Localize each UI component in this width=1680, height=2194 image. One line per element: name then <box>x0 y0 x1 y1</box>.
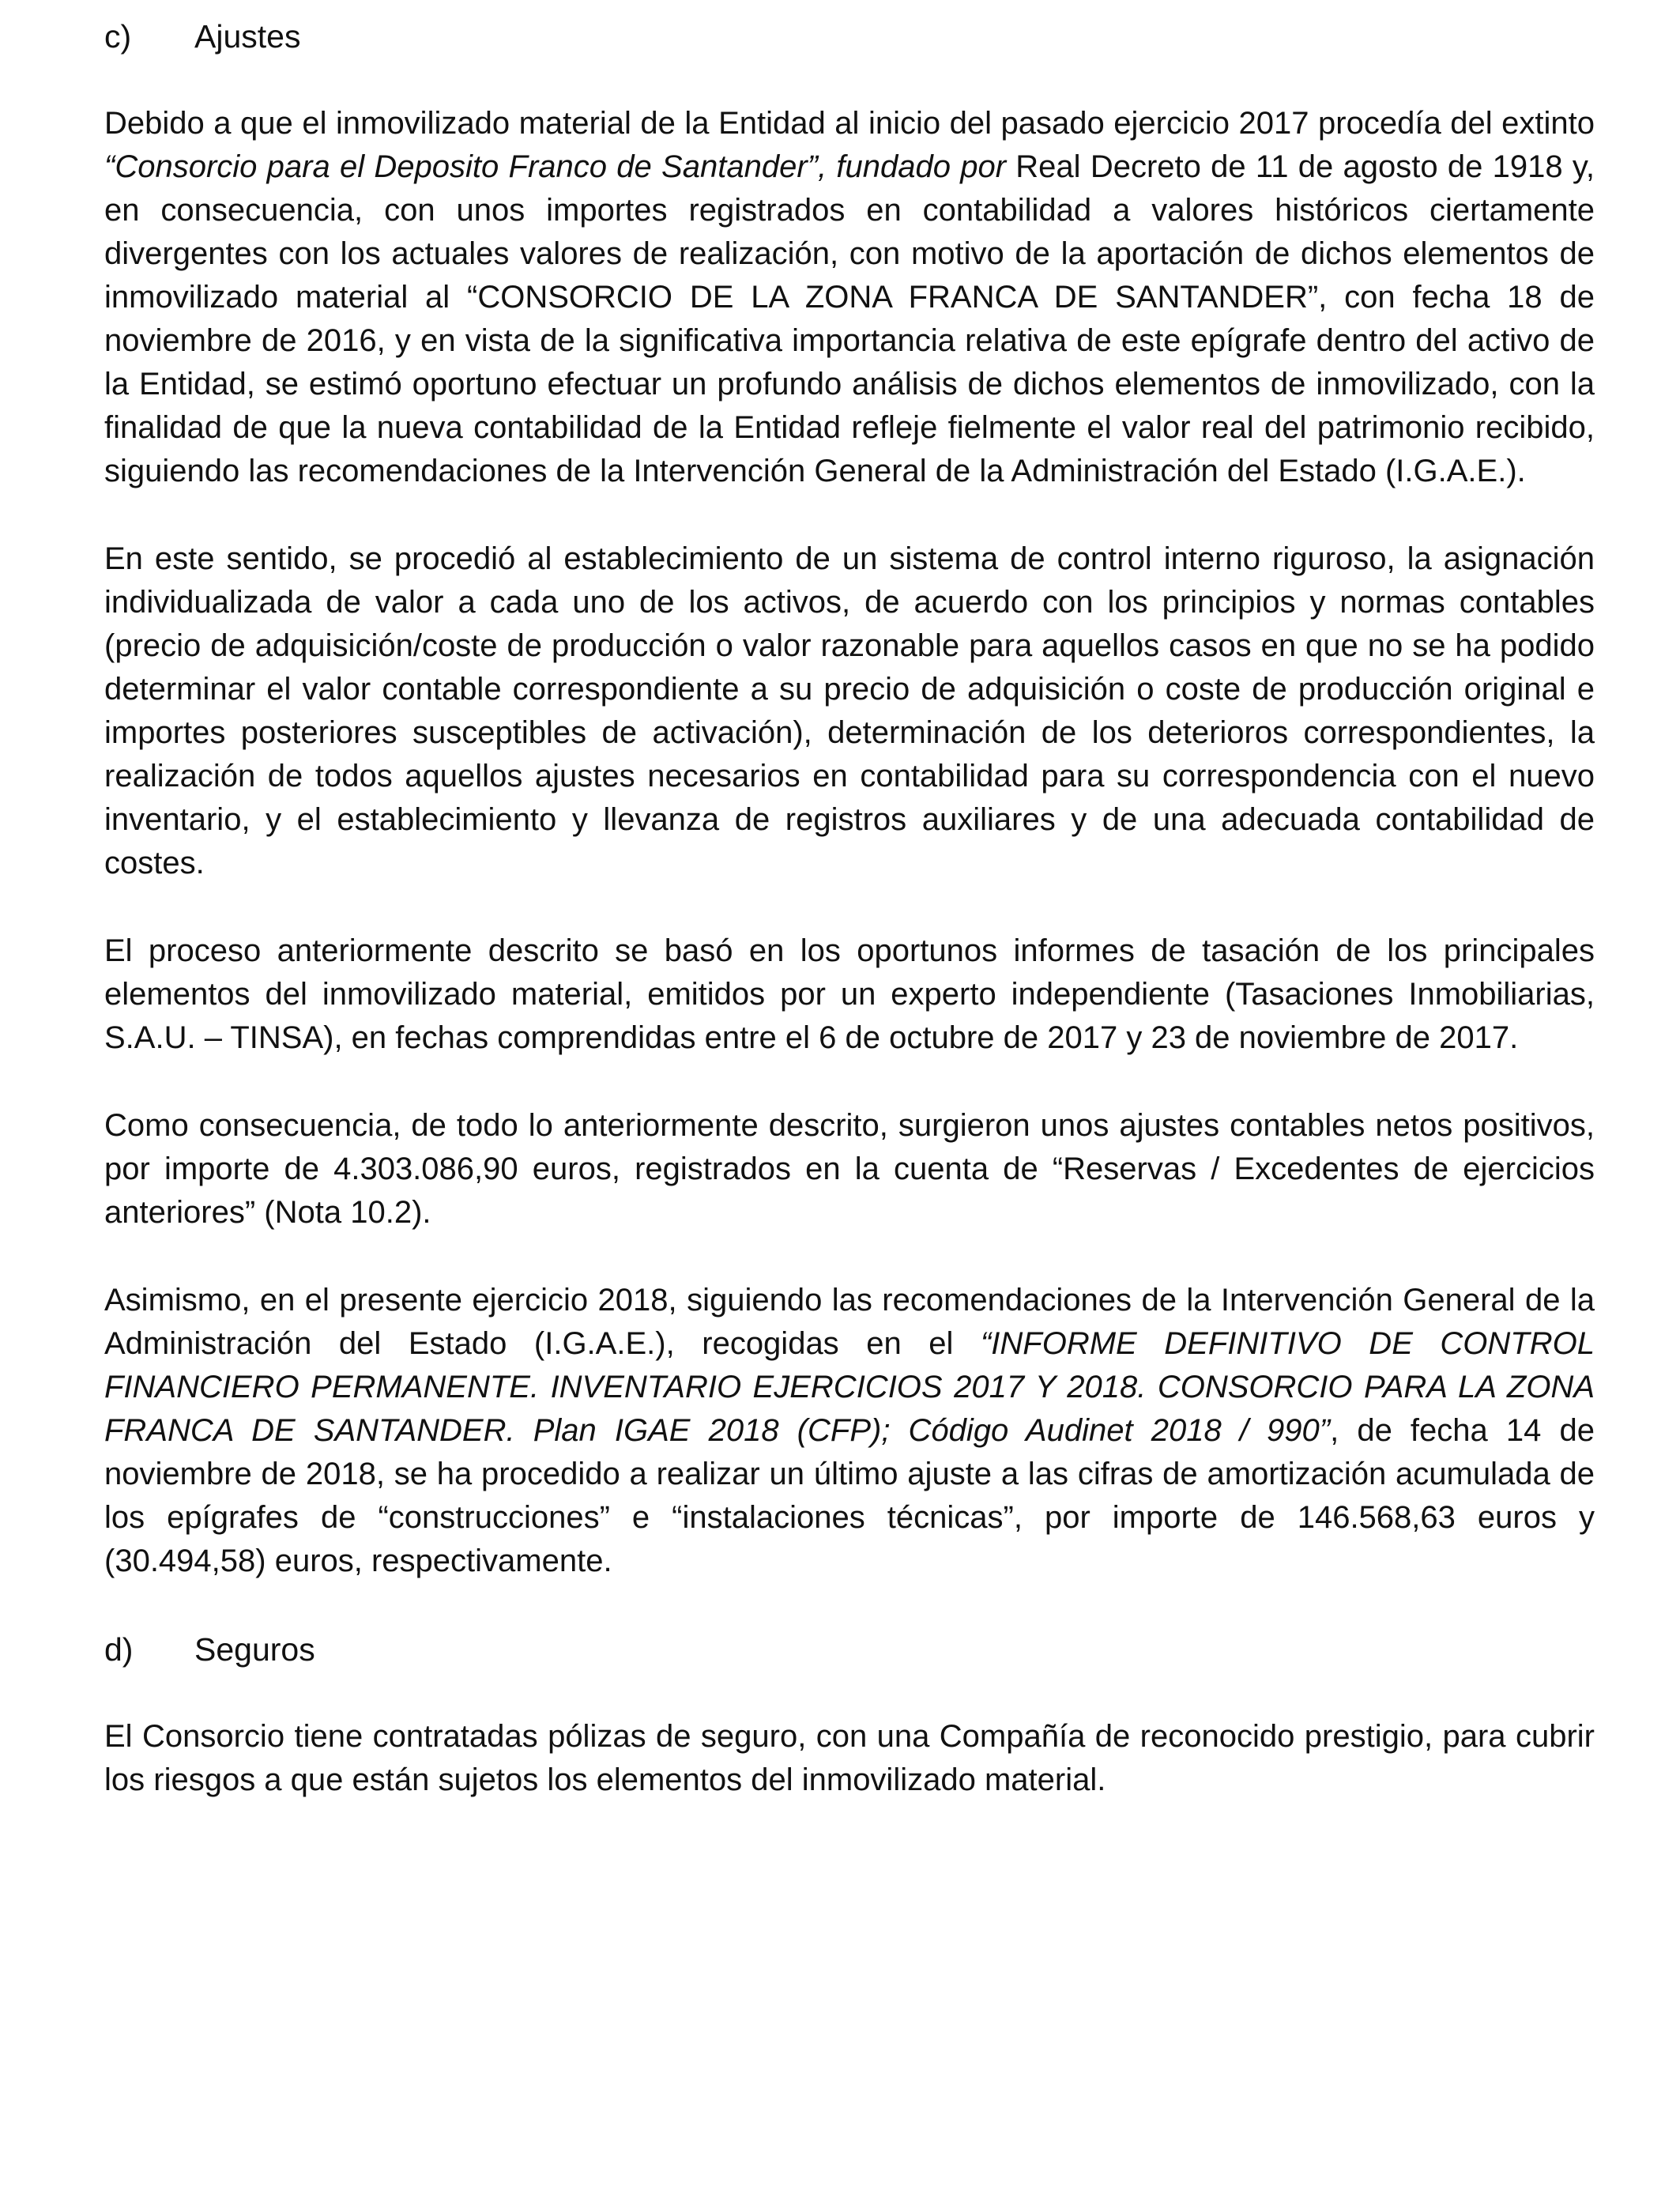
paragraph-text: El Consorcio tiene contratadas pólizas de seguro, con una Compañía de reconocido prestigio, para cubrir los riesgos a que están sujetos los elementos del inmovilizado material. <box>104 1719 1595 1797</box>
section-number: d) <box>104 1631 134 1668</box>
paragraph-text: En este sentido, se procedió al establecimiento de un sistema de control interno riguroso, la asignación individualizada de valor a cada uno de los activos, de acuerdo con los principios y normas contables (precio de adquisición/coste de producción o valor razonable para aquellos casos en que no se ha podido determinar el valor contable correspondiente a su precio de adquisición o coste de producción original e importes posteriores susceptibles de activación), determinación de los deterioros correspondientes, la realización de todos aquellos ajustes necesarios en contabilidad para su correspondencia con el nuevo inventario, y el establecimiento y llevanza de registros auxiliares y de una adecuada contabilidad de costes. <box>104 541 1595 880</box>
section-title: Ajustes <box>194 18 301 55</box>
paragraph-text-italic: “Consorcio para el Deposito Franco de Santander”, fundado por <box>104 149 1007 184</box>
paragraph-text: Como consecuencia, de todo lo anteriormente descrito, surgieron unos ajustes contables netos positivos, por importe de 4.303.086,90 euros, registrados en la cuenta de “Reservas / Excedentes de ejercicios anteriores” (Nota 10.2). <box>104 1108 1595 1230</box>
paragraph-text: El proceso anteriormente descrito se basó en los oportunos informes de tasación de los principales elementos del inmovilizado material, emitidos por un experto independiente (Tasaciones Inmobiliarias, S.A.U. – TINSA), en fechas comprendidas entre el 6 de octubre de 2017 y 23 de noviembre de 2017. <box>104 933 1595 1055</box>
paragraph <box>104 929 1595 1060</box>
document-page <box>104 14 1595 1802</box>
paragraph <box>104 537 1595 885</box>
paragraph-text: , de fecha 14 de noviembre de 2018, se ha procedido a realizar un último ajuste a las cifras de amortización acumulada de los epígrafes de “construcciones” e “instalaciones técnicas”, por importe de 146.568,63 euros y (30.494,58) euros, respectivamente. <box>104 1413 1595 1578</box>
section-number: c) <box>104 18 132 55</box>
section-heading-ajustes <box>104 14 1595 58</box>
paragraph-text-italic: “INFORME DEFINITIVO DE CONTROL FINANCIERO PERMANENTE. INVENTARIO EJERCICIOS 2017 Y 2018. CONSORCIO PARA LA ZONA FRANCA DE SANTANDER. Plan IGAE 2018 (CFP); Código Audinet 2018 / 990” <box>104 1326 1595 1448</box>
paragraph <box>104 1279 1595 1583</box>
paragraph-text: Real Decreto de 11 de agosto de 1918 y, en consecuencia, con unos importes registrados en contabilidad a valores históricos ciertamente divergentes con los actuales valores de realización, con motivo de la aportación de dichos elementos de inmovilizado material al “CONSORCIO DE LA ZONA FRANCA DE SANTANDER”, con fecha 18 de noviembre de 2016, y en vista de la significativa importancia relativa de este epígrafe dentro del activo de la Entidad, se estimó oportuno efectuar un profundo análisis de dichos elementos de inmovilizado, con la finalidad de que la nueva contabilidad de la Entidad refleje fielmente el valor real del patrimonio recibido, siguiendo las recomendaciones de la Intervención General de la Administración del Estado (I.G.A.E.). <box>104 149 1595 488</box>
section-title: Seguros <box>194 1631 315 1668</box>
paragraph <box>104 1715 1595 1802</box>
paragraph <box>104 102 1595 493</box>
paragraph-text: Asimismo, en el presente ejercicio 2018, siguiendo las recomendaciones de la Intervención General de la Administración del Estado (I.G.A.E.), recogidas en el <box>104 1283 1595 1361</box>
paragraph <box>104 1104 1595 1235</box>
paragraph-text: Debido a que el inmovilizado material de la Entidad al inicio del pasado ejercicio 2017 procedía del extinto <box>104 106 1595 141</box>
section-heading-seguros <box>104 1627 1595 1672</box>
